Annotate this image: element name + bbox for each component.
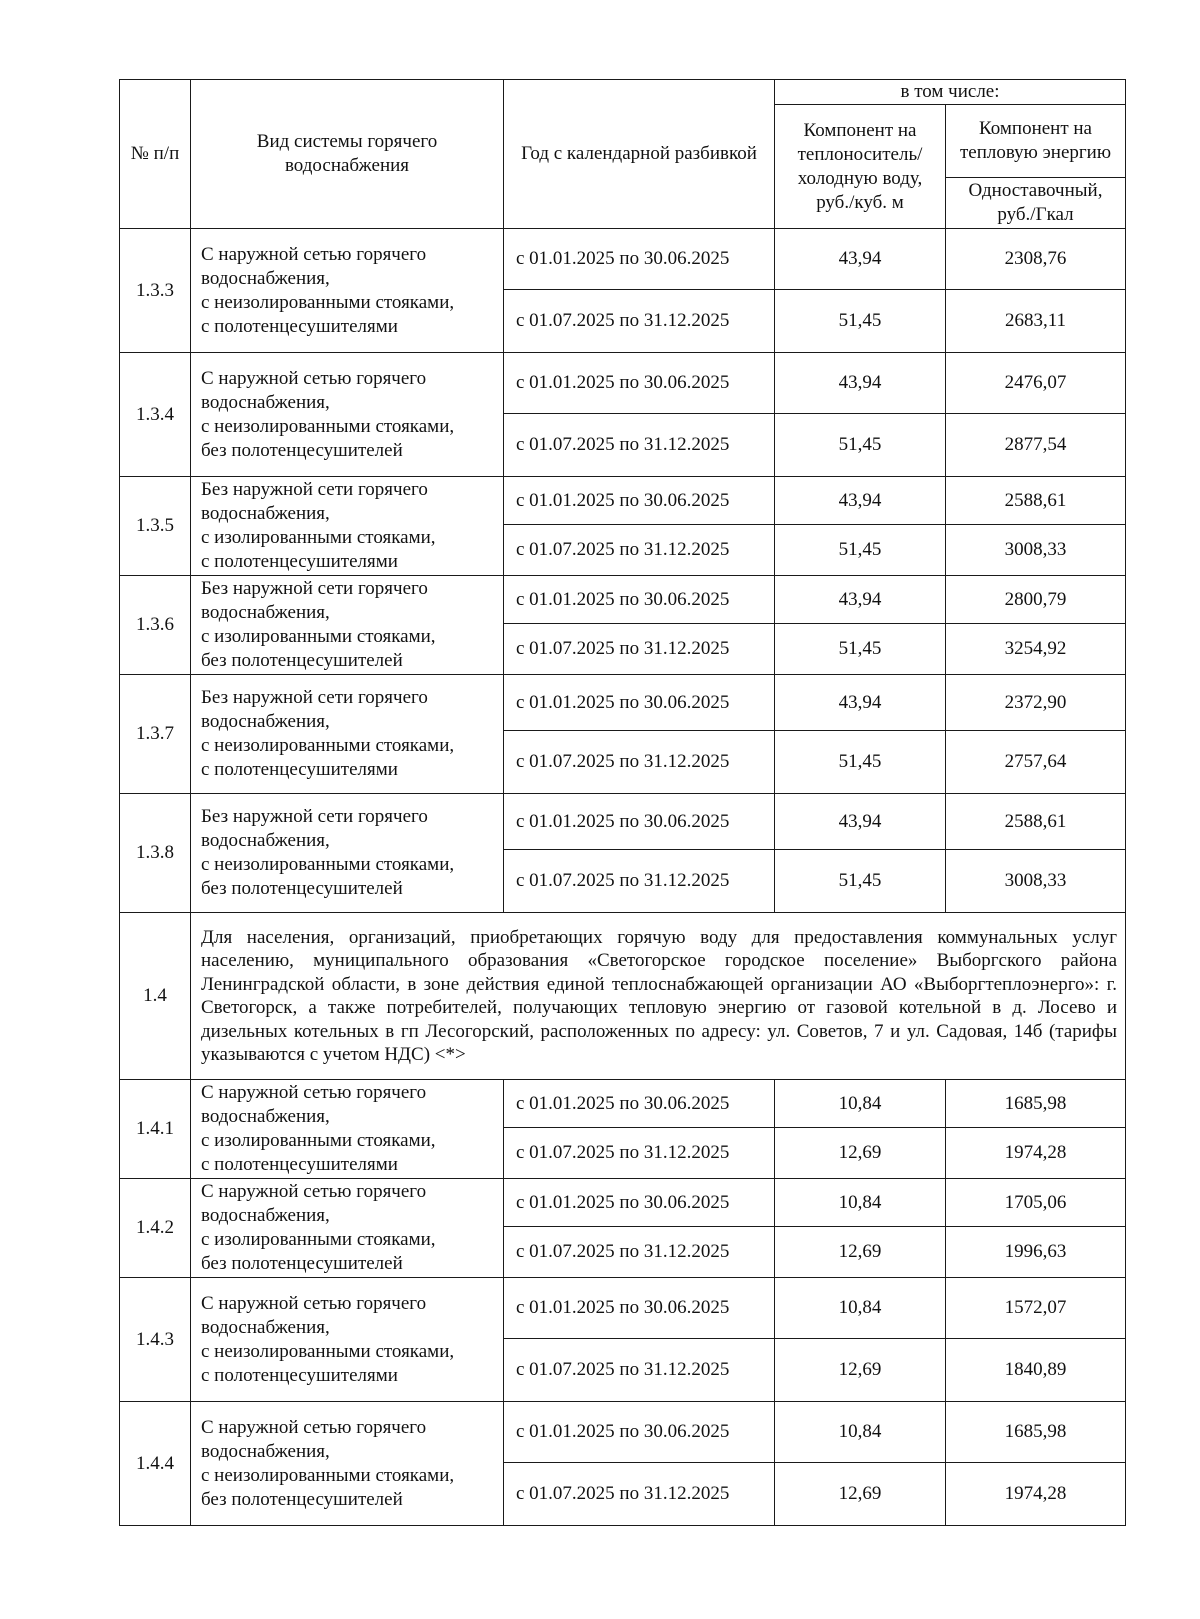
header-system: Вид системы горячего водоснабжения bbox=[191, 80, 504, 229]
coolant-value: 51,45 bbox=[775, 414, 946, 477]
heat-value: 2877,54 bbox=[946, 414, 1126, 477]
heat-value: 2757,64 bbox=[946, 731, 1126, 794]
coolant-value: 43,94 bbox=[775, 353, 946, 414]
coolant-value: 43,94 bbox=[775, 794, 946, 850]
period-cell: с 01.01.2025 по 30.06.2025 bbox=[504, 477, 775, 525]
system-type: Без наружной сети горячего водоснабжения, с неизолированными стояками, без полотенцесушителей bbox=[191, 794, 504, 913]
coolant-value: 51,45 bbox=[775, 290, 946, 353]
heat-value: 1840,89 bbox=[946, 1339, 1126, 1402]
period-cell: с 01.07.2025 по 31.12.2025 bbox=[504, 624, 775, 675]
period-cell: с 01.07.2025 по 31.12.2025 bbox=[504, 290, 775, 353]
period-cell: с 01.01.2025 по 30.06.2025 bbox=[504, 675, 775, 731]
header-num: № п/п bbox=[120, 80, 191, 229]
heat-value: 1705,06 bbox=[946, 1179, 1126, 1227]
coolant-value: 43,94 bbox=[775, 229, 946, 290]
table-body bbox=[120, 229, 1126, 1526]
row-number: 1.3.6 bbox=[120, 576, 191, 675]
heat-value: 1974,28 bbox=[946, 1128, 1126, 1179]
table-row bbox=[120, 675, 1126, 731]
heat-value: 2800,79 bbox=[946, 576, 1126, 624]
coolant-value: 12,69 bbox=[775, 1227, 946, 1278]
period-cell: с 01.07.2025 по 31.12.2025 bbox=[504, 1227, 775, 1278]
table-row bbox=[120, 794, 1126, 850]
heat-value: 3008,33 bbox=[946, 525, 1126, 576]
header-including: в том числе: bbox=[775, 80, 1126, 105]
period-cell: с 01.07.2025 по 31.12.2025 bbox=[504, 1463, 775, 1526]
row-number: 1.4.3 bbox=[120, 1278, 191, 1402]
period-cell: с 01.07.2025 по 31.12.2025 bbox=[504, 850, 775, 913]
coolant-value: 10,84 bbox=[775, 1402, 946, 1463]
table-row bbox=[120, 477, 1126, 525]
header-comp-heat: Компонент на тепловую энергию bbox=[946, 105, 1126, 178]
heat-value: 2308,76 bbox=[946, 229, 1126, 290]
row-number: 1.3.4 bbox=[120, 353, 191, 477]
row-number: 1.4.2 bbox=[120, 1179, 191, 1278]
row-number: 1.4.1 bbox=[120, 1080, 191, 1179]
coolant-value: 51,45 bbox=[775, 850, 946, 913]
period-cell: с 01.07.2025 по 31.12.2025 bbox=[504, 1339, 775, 1402]
period-cell: с 01.07.2025 по 31.12.2025 bbox=[504, 731, 775, 794]
system-type: Без наружной сети горячего водоснабжения, с изолированными стояками, с полотенцесушителями bbox=[191, 477, 504, 576]
period-cell: с 01.01.2025 по 30.06.2025 bbox=[504, 1278, 775, 1339]
period-cell: с 01.01.2025 по 30.06.2025 bbox=[504, 353, 775, 414]
table-row bbox=[120, 1278, 1126, 1339]
period-cell: с 01.07.2025 по 31.12.2025 bbox=[504, 414, 775, 477]
heat-value: 2588,61 bbox=[946, 477, 1126, 525]
system-type: С наружной сетью горячего водоснабжения, с неизолированными стояками, без полотенцесушителей bbox=[191, 1402, 504, 1526]
table-row bbox=[120, 576, 1126, 624]
period-cell: с 01.01.2025 по 30.06.2025 bbox=[504, 1080, 775, 1128]
row-number: 1.3.5 bbox=[120, 477, 191, 576]
heat-value: 1572,07 bbox=[946, 1278, 1126, 1339]
coolant-value: 51,45 bbox=[775, 731, 946, 794]
period-cell: с 01.07.2025 по 31.12.2025 bbox=[504, 1128, 775, 1179]
row-number: 1.3.7 bbox=[120, 675, 191, 794]
tariff-table bbox=[119, 79, 1126, 1526]
period-cell: с 01.01.2025 по 30.06.2025 bbox=[504, 794, 775, 850]
table-row bbox=[120, 353, 1126, 414]
period-cell: с 01.01.2025 по 30.06.2025 bbox=[504, 576, 775, 624]
header-comp-coolant: Компонент на теплоноситель/ холодную воду, руб./куб. м bbox=[775, 105, 946, 229]
heat-value: 2683,11 bbox=[946, 290, 1126, 353]
system-type: С наружной сетью горячего водоснабжения, с неизолированными стояками, без полотенцесушителей bbox=[191, 353, 504, 477]
coolant-value: 43,94 bbox=[775, 576, 946, 624]
period-cell: с 01.07.2025 по 31.12.2025 bbox=[504, 525, 775, 576]
table-row bbox=[120, 1402, 1126, 1463]
row-number: 1.3.8 bbox=[120, 794, 191, 913]
header-single-rate: Одноставочный, руб./Гкал bbox=[946, 178, 1126, 229]
header-year: Год с календарной разбивкой bbox=[504, 80, 775, 229]
heat-value: 1996,63 bbox=[946, 1227, 1126, 1278]
coolant-value: 12,69 bbox=[775, 1463, 946, 1526]
coolant-value: 12,69 bbox=[775, 1339, 946, 1402]
heat-value: 3254,92 bbox=[946, 624, 1126, 675]
system-type: С наружной сетью горячего водоснабжения, с изолированными стояками, без полотенцесушителей bbox=[191, 1179, 504, 1278]
period-cell: с 01.01.2025 по 30.06.2025 bbox=[504, 1179, 775, 1227]
coolant-value: 10,84 bbox=[775, 1278, 946, 1339]
heat-value: 2372,90 bbox=[946, 675, 1126, 731]
coolant-value: 10,84 bbox=[775, 1080, 946, 1128]
system-type: Без наружной сети горячего водоснабжения, с неизолированными стояками, с полотенцесушителями bbox=[191, 675, 504, 794]
row-number: 1.4.4 bbox=[120, 1402, 191, 1526]
system-type: С наружной сетью горячего водоснабжения, с неизолированными стояками, с полотенцесушителями bbox=[191, 1278, 504, 1402]
table-row bbox=[120, 1080, 1126, 1128]
section-number: 1.4 bbox=[120, 913, 191, 1080]
row-number: 1.3.3 bbox=[120, 229, 191, 353]
system-type: С наружной сетью горячего водоснабжения, с изолированными стояками, с полотенцесушителями bbox=[191, 1080, 504, 1179]
section-row bbox=[120, 913, 1126, 1080]
system-type: Без наружной сети горячего водоснабжения, с изолированными стояками, без полотенцесушителей bbox=[191, 576, 504, 675]
heat-value: 2476,07 bbox=[946, 353, 1126, 414]
heat-value: 1974,28 bbox=[946, 1463, 1126, 1526]
period-cell: с 01.01.2025 по 30.06.2025 bbox=[504, 229, 775, 290]
coolant-value: 43,94 bbox=[775, 675, 946, 731]
heat-value: 3008,33 bbox=[946, 850, 1126, 913]
system-type: С наружной сетью горячего водоснабжения, с неизолированными стояками, с полотенцесушителями bbox=[191, 229, 504, 353]
coolant-value: 12,69 bbox=[775, 1128, 946, 1179]
table-row bbox=[120, 1179, 1126, 1227]
coolant-value: 10,84 bbox=[775, 1179, 946, 1227]
heat-value: 1685,98 bbox=[946, 1402, 1126, 1463]
coolant-value: 51,45 bbox=[775, 624, 946, 675]
heat-value: 2588,61 bbox=[946, 794, 1126, 850]
coolant-value: 43,94 bbox=[775, 477, 946, 525]
section-description: Для населения, организаций, приобретающих горячую воду для предоставления коммунальных услуг населению, муниципального образования «Светогорское городское поселение» Выборгского района Ленинградской области, в зоне действия единой теплоснабжающей организации АО «Выборгтеплоэнерго»: г. Светогорск, а также потребителей, получающих тепловую энергию от газовой котельной в д. Лосево и дизельных котельных в гп Лесогорский, расположенных по адресу: ул. Советов, 7 и ул. Садовая, 14б (тарифы указываются с учетом НДС) <*> bbox=[191, 913, 1126, 1080]
coolant-value: 51,45 bbox=[775, 525, 946, 576]
heat-value: 1685,98 bbox=[946, 1080, 1126, 1128]
table-row bbox=[120, 229, 1126, 290]
period-cell: с 01.01.2025 по 30.06.2025 bbox=[504, 1402, 775, 1463]
